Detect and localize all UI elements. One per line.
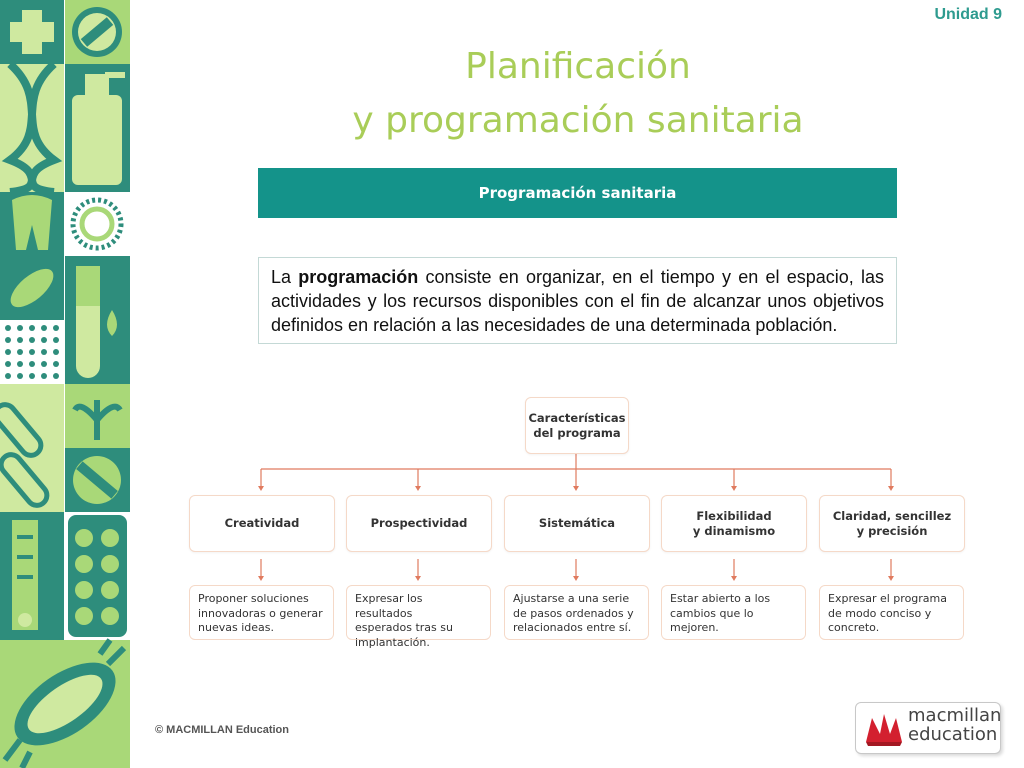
desc-sistematica: [504, 585, 649, 640]
desc-flexibilidad: [661, 585, 806, 640]
desc-line: de pasos ordenados y: [513, 606, 634, 620]
root-line-2: del programa: [533, 425, 621, 440]
node-title: Creatividad: [224, 516, 300, 530]
definition-box: [258, 257, 897, 344]
desc-line: innovadoras o generar: [198, 606, 323, 620]
definition-term: programación: [298, 267, 419, 287]
definition-intro: La: [271, 267, 292, 287]
unit-label: Unidad 9: [934, 6, 1002, 23]
desc-creatividad: [189, 585, 334, 640]
node-title: Claridad, sencillez: [832, 508, 952, 523]
node-claridad: [819, 495, 965, 552]
page-title: [258, 40, 898, 148]
desc-line: cambios que lo: [670, 606, 754, 620]
desc-line: esperados tras su: [355, 621, 453, 634]
node-title: Prospectividad: [370, 516, 468, 530]
node-title-2: y dinamismo: [692, 523, 776, 538]
desc-line: de modo conciso y: [828, 606, 932, 620]
desc-line: mejoren.: [670, 621, 719, 634]
desc-line: implantación.: [355, 635, 430, 649]
definition-text: consiste en organizar, en el tiempo y en el espacio, las actividades y los recursos disponibles con el fin de alcanzar unos objetivos definidos en relación a las necesidades de una determinada población.: [271, 267, 884, 335]
node-title: Sistemática: [538, 516, 616, 530]
desc-line: Expresar el programa: [828, 592, 947, 605]
root-line-1: Características: [528, 410, 626, 425]
node-creatividad: [189, 495, 335, 552]
node-title: Flexibilidad: [696, 508, 772, 523]
section-banner: Programación sanitaria: [258, 168, 897, 218]
macmillan-star-icon: [862, 708, 906, 748]
desc-line: Expresar los resultados: [355, 592, 423, 620]
logo-line-2: education: [908, 724, 998, 745]
desc-line: Ajustarse a una serie: [513, 592, 630, 605]
desc-line: nuevas ideas.: [198, 621, 274, 634]
title-line-1: Planificación: [465, 46, 691, 87]
logo-line-1: macmillan: [908, 705, 1002, 726]
desc-line: Proponer soluciones: [198, 592, 309, 605]
desc-prospectividad: [346, 585, 491, 649]
decorative-sidebar: [0, 0, 130, 768]
desc-line: concreto.: [828, 621, 880, 634]
macmillan-logo: [855, 702, 1001, 754]
logo-text: [908, 706, 1001, 744]
node-title-2: y precisión: [856, 523, 928, 538]
desc-line: Estar abierto a los: [670, 592, 771, 605]
desc-line: relacionados entre sí.: [513, 621, 632, 634]
node-flexibilidad: [661, 495, 807, 552]
characteristics-diagram: [180, 390, 980, 650]
title-line-2: y programación sanitaria: [352, 100, 804, 141]
node-sistematica: [504, 495, 650, 552]
node-prospectividad: [346, 495, 492, 552]
desc-claridad: [819, 585, 964, 640]
copyright: © MACMILLAN Education: [155, 724, 289, 736]
root-node: [525, 397, 629, 454]
